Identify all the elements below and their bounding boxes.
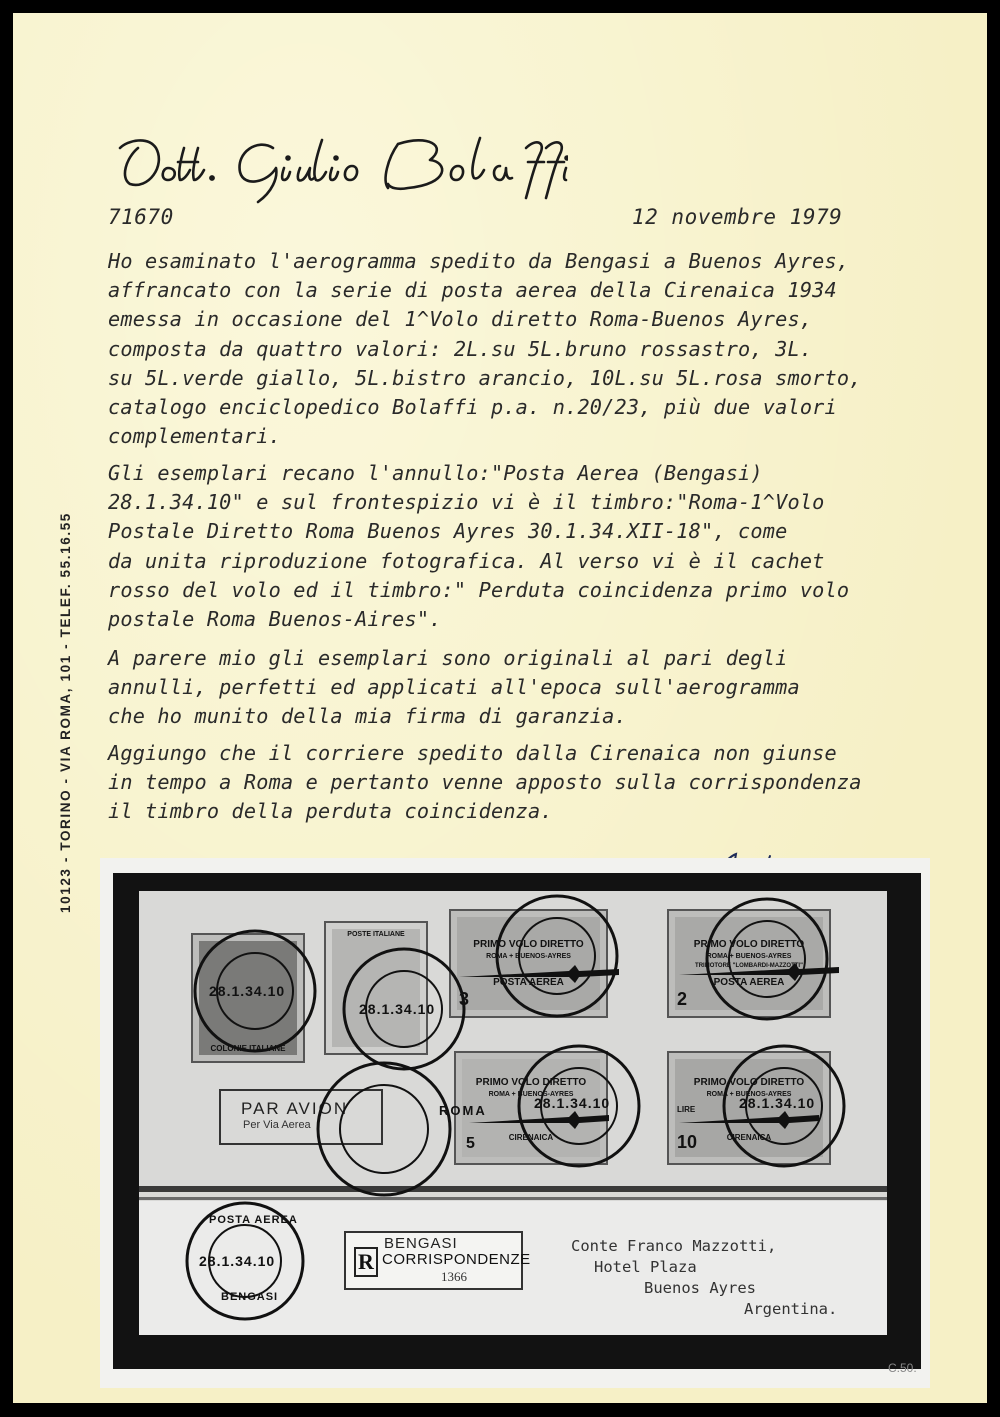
registration-number: 1366 <box>441 1269 467 1284</box>
postmark-roma: ROMA <box>439 1103 487 1118</box>
cover-photo-frame <box>100 858 930 1388</box>
postmark <box>707 899 827 1019</box>
overprint-line1: PRIMO VOLO DIRETTO <box>693 1077 805 1088</box>
paragraph-1: Ho esaminato l'aerogramma spedito da Bengasi a Buenos Ayres, affrancato con la serie di posta aerea della Cirenaica 1934 emessa in occasione del 1^Volo diretto Roma-Buenos Ayres, composta da quattro valori: 2L.su 5L.bruno rossastro, 3L. su 5L.verde giallo, 5L.bistro arancio, 10L.su 5L.rosa smorto, catalogo enciclopedico Bolaffi p.a. n.20/23, più due valori complementari. <box>108 249 862 449</box>
paragraph-4: Aggiungo che il corriere spedito dalla Cirenaica non giunse in tempo a Roma e pertanto venne apposto sulla corrispondenza il timbro della perduta coincidenza. <box>108 741 862 824</box>
address-line-3: Buenos Ayres <box>644 1279 756 1297</box>
address-line-2: Hotel Plaza <box>594 1258 697 1276</box>
postmark-posta-aerea: POSTA AEREA <box>209 1214 298 1226</box>
registration-letter: R <box>354 1247 378 1277</box>
certificate-number: 71670 <box>108 205 174 229</box>
stamp-value: 2 <box>677 989 688 1009</box>
par-avion-subtext: Per Via Aerea <box>243 1119 311 1131</box>
postmark-date: 28.1.34.10 <box>199 1253 276 1269</box>
overprint-line2: ROMA + BUENOS-AYRES <box>706 1091 792 1098</box>
airplane <box>679 963 839 981</box>
overprint-line2: ROMA + BUENOS-AYRES <box>706 953 792 960</box>
postmark-date: 28.1.34.10 <box>534 1095 611 1111</box>
registration-type: CORRISPONDENZE <box>382 1251 531 1268</box>
overprint-line2: ROMA + BUENOS-AYRES <box>486 953 571 960</box>
stamp-value: 5 <box>466 1135 475 1152</box>
overprint-line3: TRIMOTORE "LOMBARDI-MAZZOTTI" <box>695 963 803 969</box>
stamp-poste-label: POSTE ITALIANE <box>347 931 405 938</box>
certificate-date: 12 novembre 1979 <box>632 205 843 229</box>
stamp-cirenaica: CIRENAICA <box>726 1133 772 1142</box>
postmark <box>318 1063 450 1195</box>
stamp-lire: LIRE <box>677 1105 696 1114</box>
address-line-4: Argentina. <box>744 1300 838 1318</box>
stamp-value: 3 <box>459 989 470 1009</box>
stamp-posta-aerea: POSTA AEREA <box>713 977 785 988</box>
postmark <box>497 896 617 1016</box>
letterhead-logo <box>108 118 568 208</box>
postmark <box>519 918 595 994</box>
paragraph-2: Gli esemplari recano l'annullo:"Posta Aerea (Bengasi) 28.1.34.10" e sul frontespizio vi è il timbro:"Roma-1^Volo Postale Diretto Roma Buenos Ayres 30.1.34.XII-18", come da unita riproduzione fotografica. Al verso vi è il cachet rosso del volo ed il timbro:" Perduta coincidenza primo volo postale Roma Buenos-Aires". <box>108 461 850 632</box>
photo-corner-mark: C.50. <box>888 1361 917 1375</box>
postmark-date: 28.1.34.10 <box>209 983 286 999</box>
cover-photo <box>113 873 921 1375</box>
postmark <box>729 921 805 997</box>
airplane <box>469 1111 609 1129</box>
stamp-cirenaica: CIRENAICA <box>508 1133 554 1142</box>
stamp-colonie-label: COLONIE ITALIANE <box>210 1044 286 1053</box>
letterhead-address: 10123 - TORINO - VIA ROMA, 101 - TELEF. 55.16.55 <box>58 512 73 913</box>
postmark-bengasi: BENGASI <box>221 1291 279 1303</box>
stamp-posta-aerea: POSTA AEREA <box>493 977 564 988</box>
paragraph-3: A parere mio gli esemplari sono originali al pari degli annulli, perfetti ed applicati all'epoca sull'aerogramma che ho munito della mia firma di garanzia. <box>108 646 800 729</box>
overprint-line2: ROMA + BUENOS-AYRES <box>488 1091 574 1098</box>
registration-office: BENGASI <box>384 1235 458 1252</box>
par-avion-text: PAR AVION <box>241 1099 349 1118</box>
overprint-line1: PRIMO VOLO DIRETTO <box>473 939 584 950</box>
postmark-date: 28.1.34.10 <box>359 1001 436 1017</box>
address-line-1: Conte Franco Mazzotti, <box>571 1237 777 1255</box>
postmark-date: 28.1.34.10 <box>739 1095 816 1111</box>
stamp-value: 10 <box>677 1132 698 1152</box>
postmark <box>340 1085 428 1173</box>
airplane <box>459 965 619 983</box>
overprint-line1: PRIMO VOLO DIRETTO <box>475 1077 587 1088</box>
airplane <box>679 1111 819 1129</box>
aerogram-cover <box>139 891 887 1335</box>
overprint-line1: PRIMO VOLO DIRETTO <box>693 939 805 950</box>
